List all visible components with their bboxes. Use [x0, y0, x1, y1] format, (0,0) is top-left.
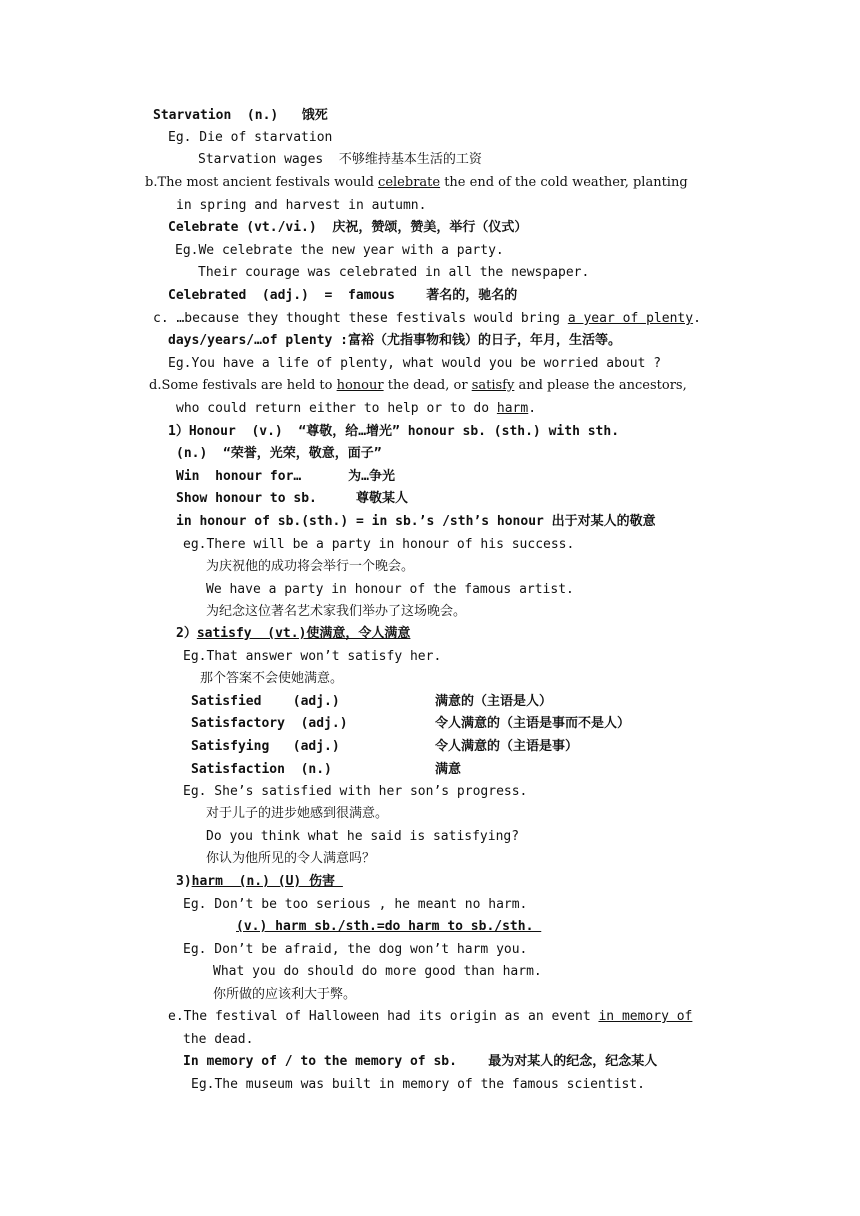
text-segment: the dead, or [383, 378, 472, 393]
underlined-term: celebrate [378, 175, 441, 190]
example-line: Eg. Don’t be afraid, the dog won’t harm you. [183, 942, 528, 957]
translation-line: 为庆祝他的成功将会举行一个晚会。 [206, 559, 415, 574]
underlined-term: satisfy (vt.)使满意，令人满意 [196, 626, 411, 641]
underlined-term: honour [336, 378, 384, 393]
text-segment: 2） [176, 626, 197, 641]
word-form-term: Satisfaction (n.) [191, 762, 332, 777]
word-form-term: Satisfying (adj.) [191, 739, 340, 754]
text-segment: 3) [176, 874, 192, 889]
term-honour-noun: (n.) “荣誉，光荣，敬意，面子” [176, 446, 382, 461]
example-line: What you do should do more good than harm. [213, 964, 542, 979]
word-form-meaning: 满意 [435, 762, 462, 777]
translation-line: 那个答案不会使她满意。 [200, 671, 344, 686]
translation-line: 你认为他所见的令人满意吗？ [206, 851, 376, 866]
underlined-term: harm (n.) (U) 伤害 [191, 874, 343, 889]
term-starvation: Starvation (n.) 饿死 [153, 108, 328, 123]
translation-line: 对于儿子的进步她感到很满意。 [206, 806, 389, 821]
underlined-term: harm [496, 401, 529, 416]
example-line: Eg.The museum was built in memory of the famous scientist. [191, 1077, 645, 1092]
text-segment: e.The festival of Halloween had its origin as an event [168, 1009, 599, 1024]
section-c-line-1 [153, 311, 701, 327]
section-e-line-2: the dead. [183, 1032, 254, 1047]
text-segment: the end of the cold weather, planting [440, 175, 688, 190]
example-line: Eg. She’s satisfied with her son’s progress. [183, 784, 528, 799]
section-e-line-1 [168, 1009, 692, 1025]
example-line: Starvation wages 不够维持基本生活的工资 [198, 152, 482, 167]
word-form-term: Satisfied (adj.) [191, 694, 340, 709]
term-honour: 1）Honour (v.) “尊敬，给…增光” honour sb. (sth.) with sth. [168, 424, 620, 439]
text-segment: who could return either to help or to do [176, 401, 497, 416]
underlined-term: satisfy [471, 378, 515, 393]
word-form-meaning: 满意的（主语是人） [435, 694, 553, 709]
example-line: Eg.That answer won’t satisfy her. [183, 649, 442, 664]
underlined-term: in memory of [598, 1009, 693, 1024]
text-segment: b.The most ancient festivals would [145, 175, 379, 190]
text-segment: c. …because they thought these festivals would bring [153, 311, 568, 326]
term-harm [176, 874, 343, 890]
phrase-line: in honour of sb.(sth.) = in sb.’s /sth’s honour 出于对某人的敬意 [176, 514, 656, 529]
section-d-line-2 [176, 401, 536, 417]
section-d-line-1 [149, 378, 687, 394]
example-line: Do you think what he said is satisfying? [206, 829, 520, 844]
translation-line: 为纪念这位著名艺术家我们举办了这场晚会。 [206, 604, 467, 619]
word-form-meaning: 令人满意的（主语是事而不是人） [435, 716, 631, 731]
text-segment: and please the ancestors, [514, 378, 687, 393]
term-celebrated: Celebrated (adj.) = famous 著名的，驰名的 [168, 288, 518, 303]
section-b-line-2: in spring and harvest in autumn. [176, 198, 427, 213]
example-line: Eg. Don’t be too serious , he meant no harm. [183, 897, 528, 912]
example-line: Eg. Die of starvation [168, 130, 333, 145]
word-form-term: Satisfactory (adj.) [191, 716, 348, 731]
text-segment: . [528, 401, 537, 416]
example-line: Their courage was celebrated in all the newspaper. [198, 265, 590, 280]
text-segment: d.Some festivals are held to [149, 378, 337, 393]
underlined-term: a year of plenty [567, 311, 694, 326]
translation-line: 你所做的应该利大于弊。 [213, 987, 357, 1002]
term-harm-verb: (v.) harm sb./sth.=do harm to sb./sth. [236, 919, 542, 934]
term-in-memory-of: In memory of / to the memory of sb. 最为对某人的纪念，纪念某人 [183, 1054, 658, 1069]
term-celebrate: Celebrate (vt./vi.) 庆祝，赞颂，赞美，举行（仪式） [168, 220, 528, 235]
example-line: eg.There will be a party in honour of his success. [183, 537, 575, 552]
term-plenty: days/years/…of plenty :富裕（尤指事物和钱）的日子，年月，生活等。 [168, 333, 622, 348]
phrase-line: Win honour for… 为…争光 [176, 469, 396, 484]
section-b-line-1 [145, 175, 688, 191]
example-line: We have a party in honour of the famous artist. [206, 582, 574, 597]
example-line: Eg.We celebrate the new year with a party. [175, 243, 504, 258]
word-form-meaning: 令人满意的（主语是事） [435, 739, 579, 754]
term-satisfy [176, 626, 410, 642]
example-line: Eg.You have a life of plenty, what would you be worried about ? [168, 356, 662, 371]
phrase-line: Show honour to sb. 尊敬某人 [176, 491, 409, 506]
text-segment: . [693, 311, 701, 326]
